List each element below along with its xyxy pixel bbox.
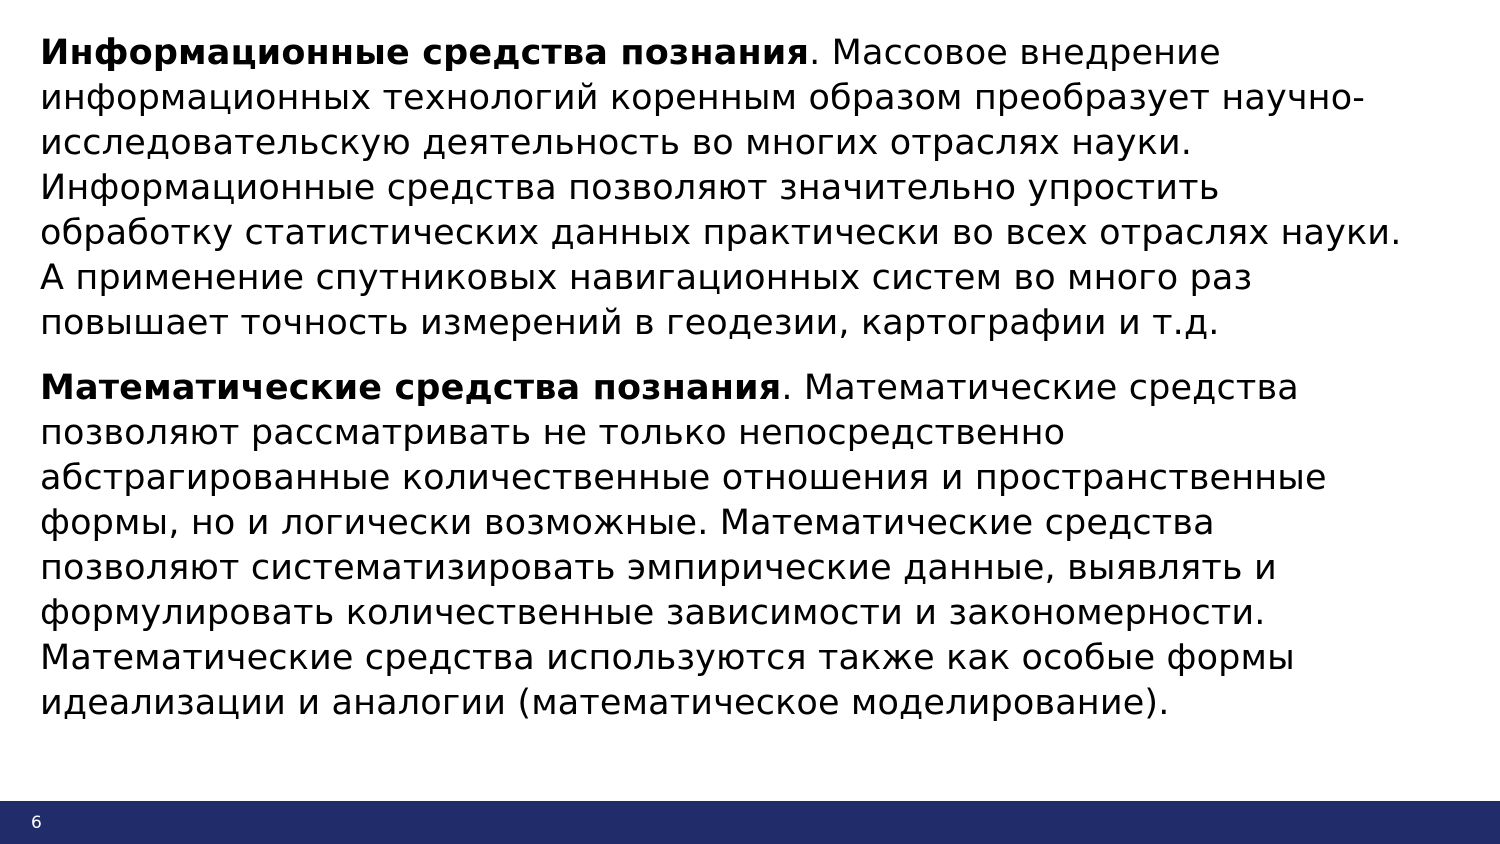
page-number: 6 (31, 813, 42, 833)
paragraph-text: . Математические средства позволяют рассматривать не только непосредственно абстрагированные количественные отношения и пространственные формы, но и логически возможные. Математические средства позволяют систематизировать эмпирические данные, выявлять и формулировать количественные зависимости и закономерности. Математические средства используются также как особые формы идеализации и аналогии (математическое моделирование). (40, 368, 1327, 723)
slide-body (40, 31, 1470, 726)
footer-bar (0, 801, 1500, 844)
term-information-means: Информационные средства познания (40, 33, 810, 73)
term-mathematical-means: Математические средства познания (40, 368, 782, 408)
paragraph-mathematical-means (40, 366, 1470, 726)
paragraph-information-means (40, 31, 1470, 346)
paragraph-text: . Массовое внедрение информационных технологий коренным образом преобразует научно- исследовательскую деятельность во многих отраслях науки. Информационные средства позволяют значительно упростить обработку статистических данных практически во всех отраслях науки. А применение спутниковых навигационных систем во много раз повышает точность измерений в геодезии, картографии и т.д. (40, 33, 1402, 343)
